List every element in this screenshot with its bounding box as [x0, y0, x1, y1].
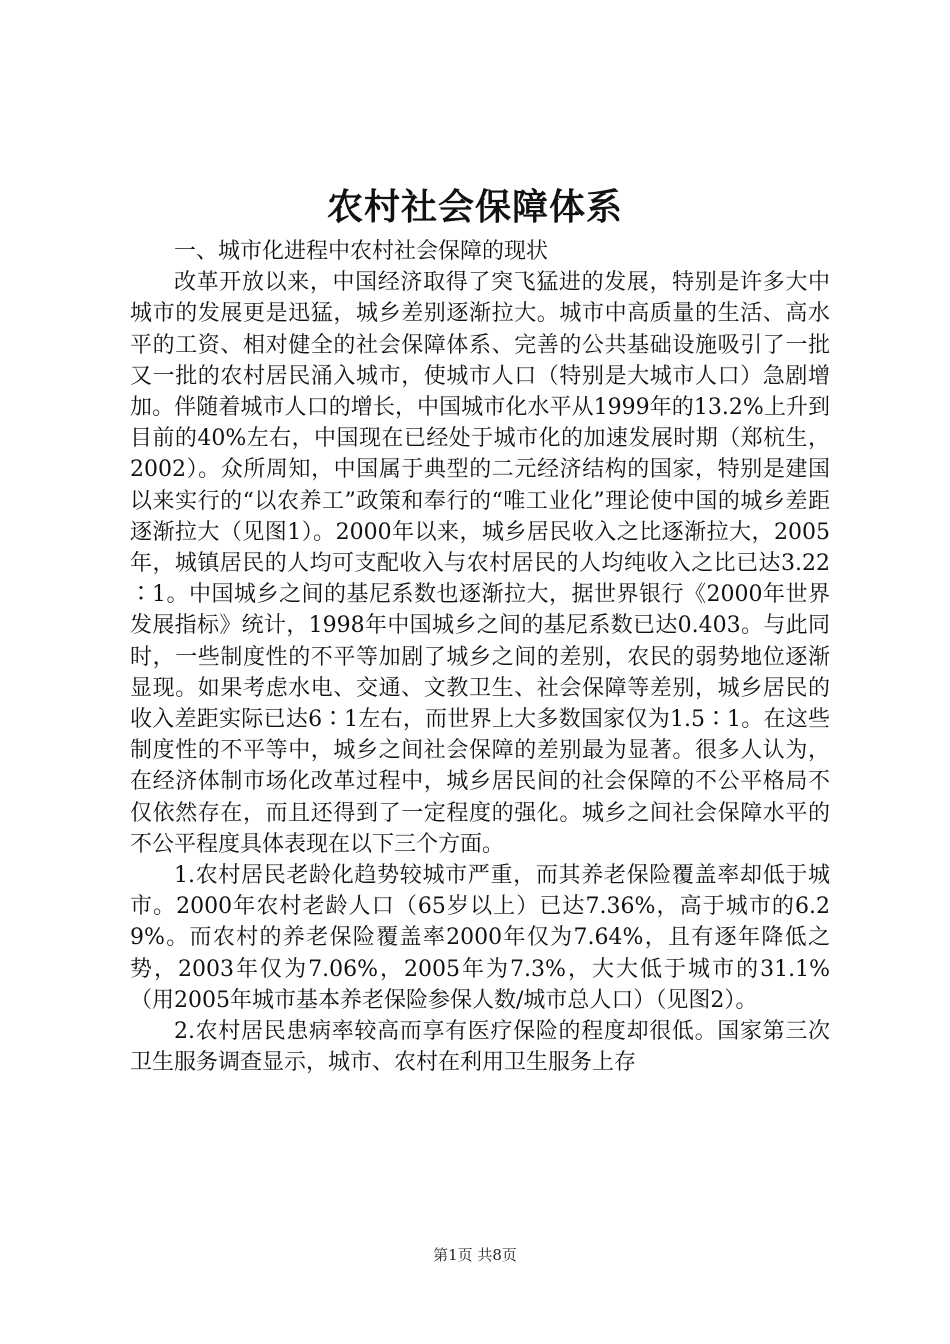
paragraph-point-1: 1.农村居民老龄化趋势较城市严重，而其养老保险覆盖率却低于城市。2000年农村老龄人口（65岁以上）已达7.36%，高于城市的6.29%。而农村的养老保险覆盖率2000年仅为7.64%，且有逐年降低之势，2003年仅为7.06%，2005年为7.3%，大大低于城市的31.1%（用2005年城市基本养老保险参保人数/城市总人口）（见图2）。: [130, 863, 830, 1013]
section-heading: 一、城市化进程中农村社会保障的现状: [174, 239, 549, 264]
page-title: 农村社会保障体系: [326, 187, 623, 228]
paragraph-intro: 改革开放以来，中国经济取得了突飞猛进的发展，特别是许多大中城市的发展更是迅猛，城乡差别逐渐拉大。城市中高质量的生活、高水平的工资、相对健全的社会保障体系、完善的公共基础设施吸引了一批又一批的农村居民涌入城市，使城市人口（特别是大城市人口）急剧增加。伴随着城市人口的增长，中国城市化水平从1999年的13.2%上升到目前的40%左右，中国现在已经处于城市化的加速发展时期（郑杭生，2002）。众所周知，中国属于典型的二元经济结构的国家，特别是建国以来实行的“以农养工”政策和奉行的“唯工业化”理论使中国的城乡差距逐渐拉大（见图1）。2000年以来，城乡居民收入之比逐渐拉大，2005年，城镇居民的人均可支配收入与农村居民的人均纯收入之比已达3.22∶1。中国城乡之间的基尼系数也逐渐拉大，据世界银行《2000年世界发展指标》统计，1998年中国城乡之间的基尼系数已达0.403。与此同时，一些制度性的不平等加剧了城乡之间的差别，农民的弱势地位逐渐显现。如果考虑水电、交通、文教卫生、社会保障等差别，城乡居民的收入差距实际已达6∶1左右，而世界上大多数国家仅为1.5∶1。在这些制度性的不平等中，城乡之间社会保障的差别最为显著。很多人认为，在经济体制市场化改革过程中，城乡居民间的社会保障的不公平格局不仅依然存在，而且还得到了一定程度的强化。城乡之间社会保障水平的不公平程度具体表现在以下三个方面。: [130, 270, 830, 857]
paragraph-point-2: 2.农村居民患病率较高而享有医疗保险的程度却很低。国家第三次卫生服务调查显示，城市、农村在利用卫生服务上存: [130, 1019, 830, 1076]
page-number-footer: 第1页 共8页: [433, 1246, 517, 1264]
document-body: [130, 236, 830, 1078]
